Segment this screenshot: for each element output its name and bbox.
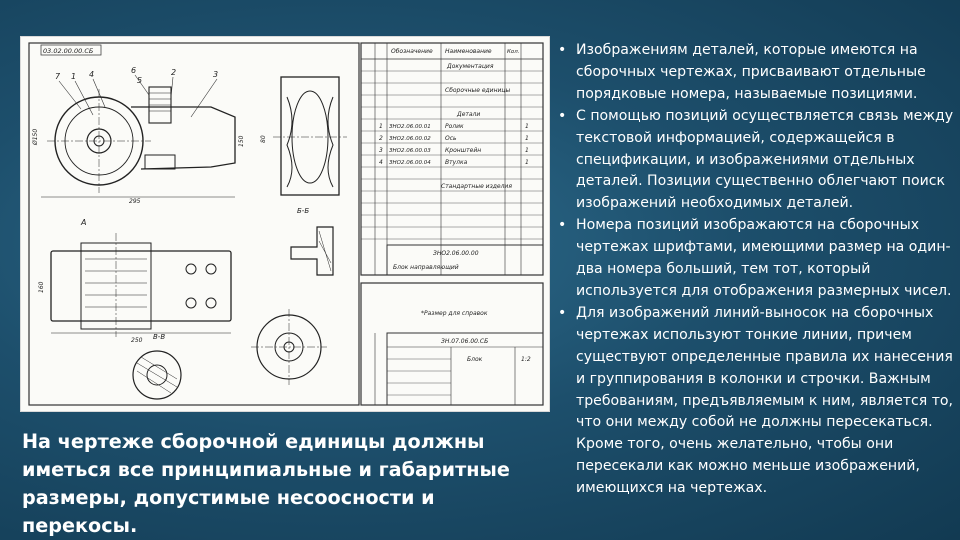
spec-row-4-pos: 4 <box>379 159 383 166</box>
plan-view <box>38 218 231 344</box>
spec-row-3-qty: 1 <box>525 147 529 154</box>
detail-view <box>251 309 327 385</box>
spec-row-4-code: ЗНО2.06.00.04 <box>389 160 431 166</box>
dim-295: 295 <box>129 198 141 205</box>
bullet-item <box>556 215 954 303</box>
specification-sheet <box>361 43 543 275</box>
balloon-1: 1 <box>71 72 77 81</box>
section-label-a: А <box>81 218 87 227</box>
title-block2-scale: 1:2 <box>521 356 531 363</box>
spec-row-1-code: ЗНО2.06.00.01 <box>389 124 431 130</box>
bullet-text: Для изображений линий-выносок на сборочных чертежах используют тонкие линии, причем существуют определенные правила их нанесения и группирования в колонки и строчки. Важным требованиям, предъявляемым к ним, является то, что они между собой не должны пересекаться. Кроме того, очень желательно, чтобы они пересекали как можно меньше изображений, имеющихся на чертежах. <box>576 304 954 497</box>
bullet-item <box>556 303 954 500</box>
drawing-note: *Размер для справок <box>421 310 488 317</box>
assembly-drawing-svg <box>21 37 549 411</box>
position-balloons <box>55 66 218 117</box>
spec-row-4-name: Втулка <box>445 159 468 166</box>
spec-row-3-name: Кронштейн <box>445 147 482 154</box>
spec-section-asm: Сборочные единицы <box>445 87 511 94</box>
stamp-text: 03.02.00.00.СБ <box>43 47 94 55</box>
spec-row-3-code: ЗНО2.06.00.03 <box>389 148 431 154</box>
bullet-dot-icon: • <box>558 217 567 234</box>
balloon-4: 4 <box>89 70 95 79</box>
title-block-name: Блок направляющий <box>393 264 459 271</box>
dim-150: 150 <box>238 135 245 147</box>
balloon-2: 2 <box>171 68 177 77</box>
spec-row-2-pos: 2 <box>379 135 383 142</box>
bullet-dot-icon: • <box>558 42 567 58</box>
spec-header-code: Обозначение <box>391 48 433 55</box>
bullet-list <box>556 40 954 500</box>
bullet-text: Изображениям деталей, которые имеются на сборочных чертежах, присваивают отдельные порядковые номера, называемые позициями. <box>576 42 926 102</box>
front-view <box>32 87 245 205</box>
bullet-dot-icon: • <box>558 107 567 124</box>
bullet-item <box>556 40 954 106</box>
spec-row-1-qty: 1 <box>525 123 529 130</box>
spec-section-docs: Документация <box>447 63 494 70</box>
balloon-3: 3 <box>213 70 219 79</box>
spec-row-4-qty: 1 <box>525 159 529 166</box>
title-block2-name: Блок <box>467 356 483 363</box>
title-block2-code: ЗН.07.06.00.СБ <box>441 338 489 345</box>
spec-row-3-pos: 3 <box>379 147 383 154</box>
bullet-item <box>556 106 954 216</box>
balloon-6: 6 <box>131 66 137 75</box>
bullet-text: Номера позиций изображаются на сборочных чертежах шрифтами, имеющими размер на один-два номера больший, тем тот, который используется для отображения размерных чисел. <box>576 217 952 299</box>
spec-row-1-name: Ролик <box>445 123 464 130</box>
title-block-code: ЗНО2.06.00.00 <box>433 250 479 257</box>
slide-caption: На чертеже сборочной единицы должны иметься все принципиальные и габаритные размеры, допустимые несоосности и перекосы. <box>22 430 510 537</box>
sheet-frame-left <box>29 43 359 405</box>
section-bb <box>291 207 333 275</box>
spec-row-2-name: Ось <box>445 135 457 142</box>
spec-row-2-code: ЗНО2.06.00.02 <box>389 136 431 142</box>
dim-80: 80 <box>260 135 267 143</box>
assembly-drawing-image <box>20 36 550 412</box>
spec-row-1-pos: 1 <box>379 123 383 130</box>
spec-row-2-qty: 1 <box>525 135 529 142</box>
title-block-sheet <box>361 283 543 405</box>
balloon-7: 7 <box>55 72 61 81</box>
spec-section-parts: Детали <box>457 111 481 118</box>
dim-d150: Ø150 <box>32 128 39 145</box>
bullet-dot-icon: • <box>558 304 567 321</box>
dim-250: 250 <box>131 337 143 344</box>
dim-160: 160 <box>38 281 45 293</box>
section-label-bb: Б-Б <box>297 207 310 215</box>
balloon-5: 5 <box>137 76 143 85</box>
bullet-text: С помощью позиций осуществляется связь между текстовой информацией, содержащейся в спецификации, и изображениями отдельных деталей. Позиции существенно облегчают поиск изображений необходимых деталей. <box>576 107 954 212</box>
spec-header-name: Наименование <box>445 48 492 55</box>
section-label-vv: В-В <box>153 333 166 341</box>
side-view <box>260 77 347 195</box>
spec-section-std: Стандартные изделия <box>441 183 512 190</box>
spec-header-qty: Кол. <box>507 49 520 55</box>
